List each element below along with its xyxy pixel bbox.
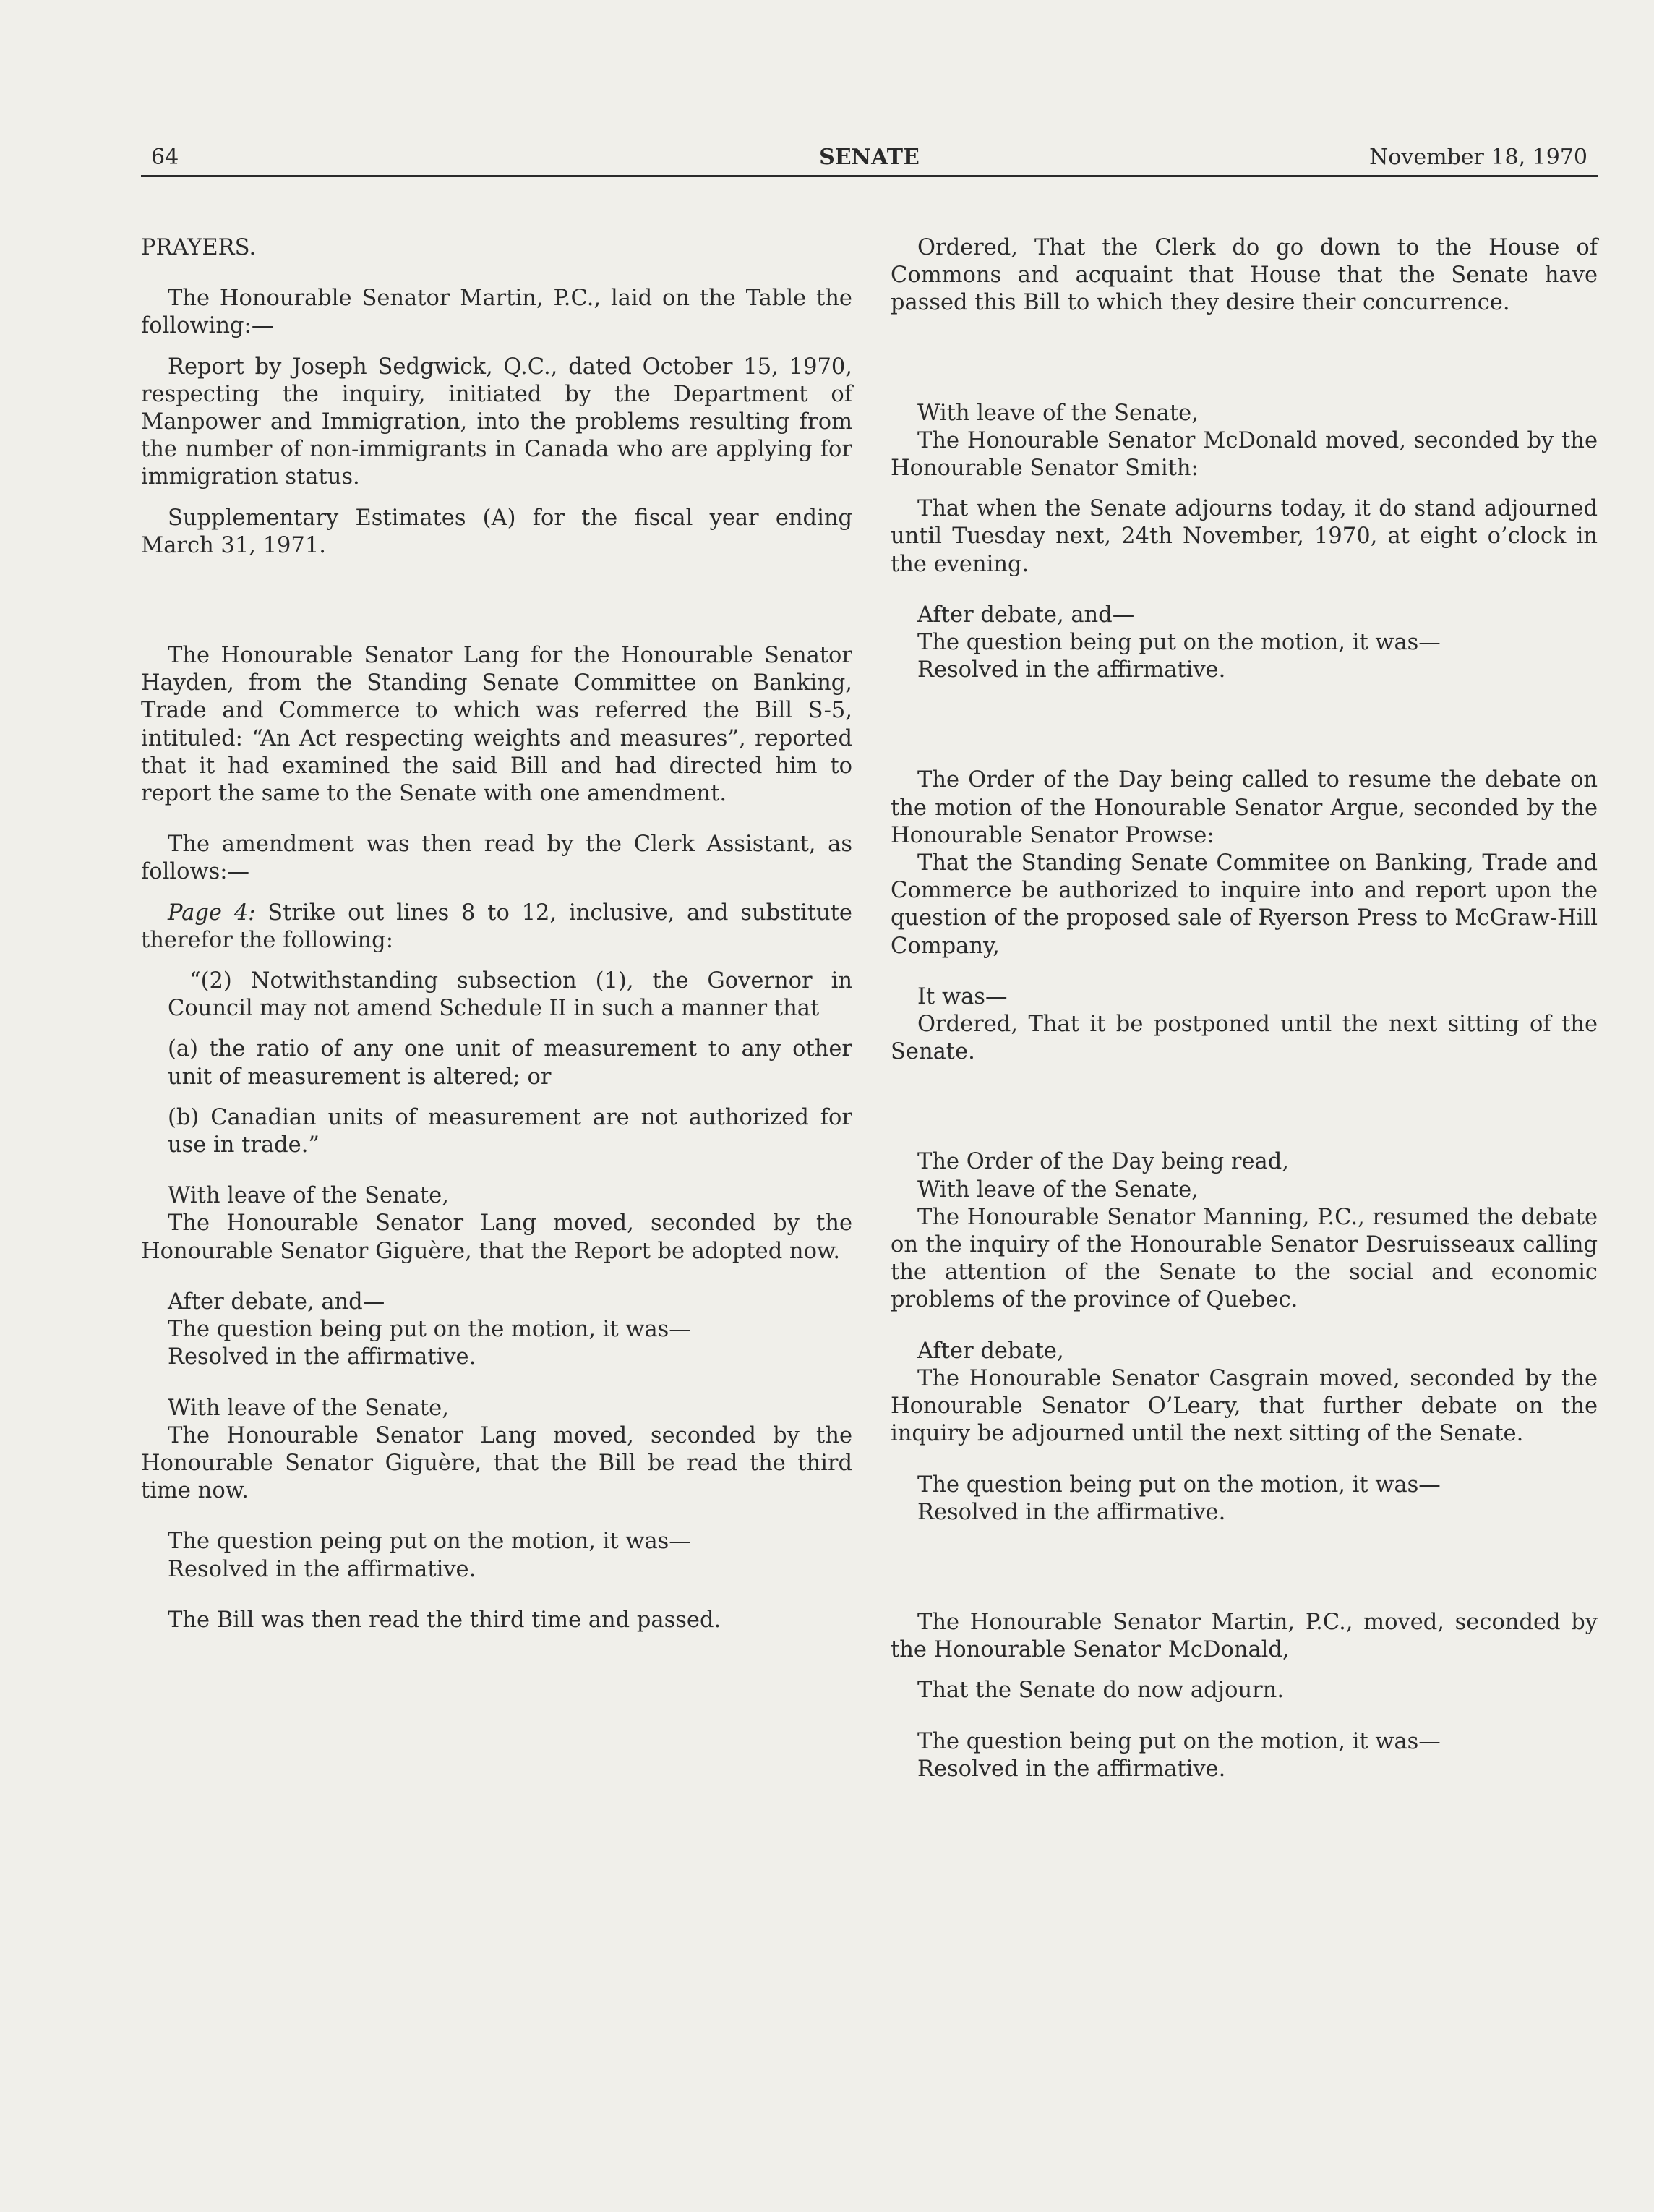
paragraph: After debate, and—	[168, 1289, 385, 1315]
page-number: 64	[151, 145, 179, 170]
paragraph: With leave of the Senate,	[917, 400, 1199, 426]
paragraph: The Honourable Senator Martin, P.C., moved, seconded by the Honourable Senator McDonald,	[891, 1609, 1598, 1663]
paragraph: The Honourable Senator Casgrain moved, seconded by the Honourable Senator O’Leary, that further debate on the inquiry be adjourned until the next sitting of the Senate.	[891, 1365, 1598, 1447]
paragraph: The question being put on the motion, it was—	[917, 630, 1441, 656]
page-header	[141, 143, 1598, 177]
paragraph: After debate,	[917, 1338, 1064, 1364]
paragraph: Ordered, That the Clerk do go down to the House of Commons and acquaint that House that the Senate have passed this Bill to which they desire their concurrence.	[891, 235, 1598, 316]
paragraph: That the Senate do now adjourn.	[917, 1678, 1285, 1704]
paragraph: The Order of the Day being called to resume the debate on the motion of the Honourable Senator Argue, seconded by the Honourable Senator Prowse:	[891, 767, 1598, 848]
paragraph: That the Standing Senate Commitee on Banking, Trade and Commerce be authorized to inquire into and report upon the question of the proposed sale of Ryerson Press to McGraw-Hill Company,	[891, 850, 1598, 959]
paragraph: The Honourable Senator Martin, P.C., laid on the Table the following:—	[141, 286, 852, 339]
paragraph: Resolved in the affirmative.	[168, 1344, 476, 1370]
amendment-page-label: Page 4:	[168, 900, 256, 926]
paragraph: Ordered, That it be postponed until the next sitting of the Senate.	[891, 1012, 1598, 1065]
paragraph: The amendment was then read by the Clerk Assistant, as follows:—	[141, 832, 852, 885]
paragraph: PRAYERS.	[141, 235, 257, 260]
paragraph: With leave of the Senate,	[917, 1177, 1199, 1203]
paragraph: The Honourable Senator Manning, P.C., resumed the debate on the inquiry of the Honourable Senator Desruisseaux calling the attention of the Senate to the social and economic problems of the province of Quebec.	[891, 1204, 1598, 1313]
amendment-instruction: Strike out lines 8 to 12, inclusive, and substitute therefor the following:	[141, 900, 852, 953]
paragraph: After debate, and—	[917, 602, 1135, 628]
paragraph: Report by Joseph Sedgwick, Q.C., dated October 15, 1970, respecting the inquiry, initiated by the Department of Manpower and Immigration, into the problems resulting from the number of non-immigrants in Canada who are applying for immigration status.	[141, 354, 852, 490]
paragraph: The Honourable Senator Lang moved, seconded by the Honourable Senator Giguère, that the Bill be read the third time now.	[141, 1422, 852, 1504]
paragraph: The question being put on the motion, it was—	[168, 1317, 691, 1343]
paragraph: That when the Senate adjourns today, it do stand adjourned until Tuesday next, 24th November, 1970, at eight o’clock in the evening.	[891, 496, 1598, 577]
paragraph: Resolved in the affirmative.	[917, 657, 1226, 683]
paragraph: The question being put on the motion, it was—	[917, 1472, 1441, 1498]
paragraph: The question being put on the motion, it was—	[917, 1728, 1441, 1754]
right-column	[891, 234, 1598, 1783]
paragraph: With leave of the Senate,	[168, 1395, 449, 1421]
amendment-clause-b: (b) Canadian units of measurement are not authorized for use in trade.”	[168, 1104, 852, 1158]
paragraph: The question peing put on the motion, it was—	[168, 1529, 691, 1555]
amendment-clause-a: (a) the ratio of any one unit of measurement to any other unit of measurement is altered; or	[168, 1036, 852, 1090]
paragraph: The Bill was then read the third time and passed.	[168, 1607, 721, 1633]
paragraph	[141, 900, 852, 955]
paragraph: Supplementary Estimates (A) for the fiscal year ending March 31, 1971.	[141, 505, 852, 558]
paragraph: The Honourable Senator McDonald moved, seconded by the Honourable Senator Smith:	[891, 427, 1598, 482]
paragraph: Resolved in the affirmative.	[168, 1556, 476, 1582]
paragraph: Resolved in the affirmative.	[917, 1756, 1226, 1782]
page-date: November 18, 1970	[1369, 145, 1587, 170]
paragraph: With leave of the Senate,	[168, 1183, 449, 1209]
paragraph: The Honourable Senator Lang moved, seconded by the Honourable Senator Giguère, that the Report be adopted now.	[141, 1210, 852, 1264]
paragraph: The Order of the Day being read,	[917, 1149, 1289, 1175]
paragraph: Resolved in the affirmative.	[917, 1499, 1226, 1525]
paragraph: The Honourable Senator Lang for the Honourable Senator Hayden, from the Standing Senate Committee on Banking, Trade and Commerce to which was referred the Bill S-5, intituled: “An Act respecting weights and measures”, reported that it had examined the said Bill and had directed him to report the same to the Senate with one amendment.	[141, 643, 852, 807]
amendment-text: “(2) Notwithstanding subsection (1), the Governor in Council may not amend Schedule II in such a manner that	[168, 968, 852, 1022]
page-title: SENATE	[819, 145, 920, 170]
left-column	[141, 234, 852, 1634]
paragraph: It was—	[917, 983, 1008, 1009]
